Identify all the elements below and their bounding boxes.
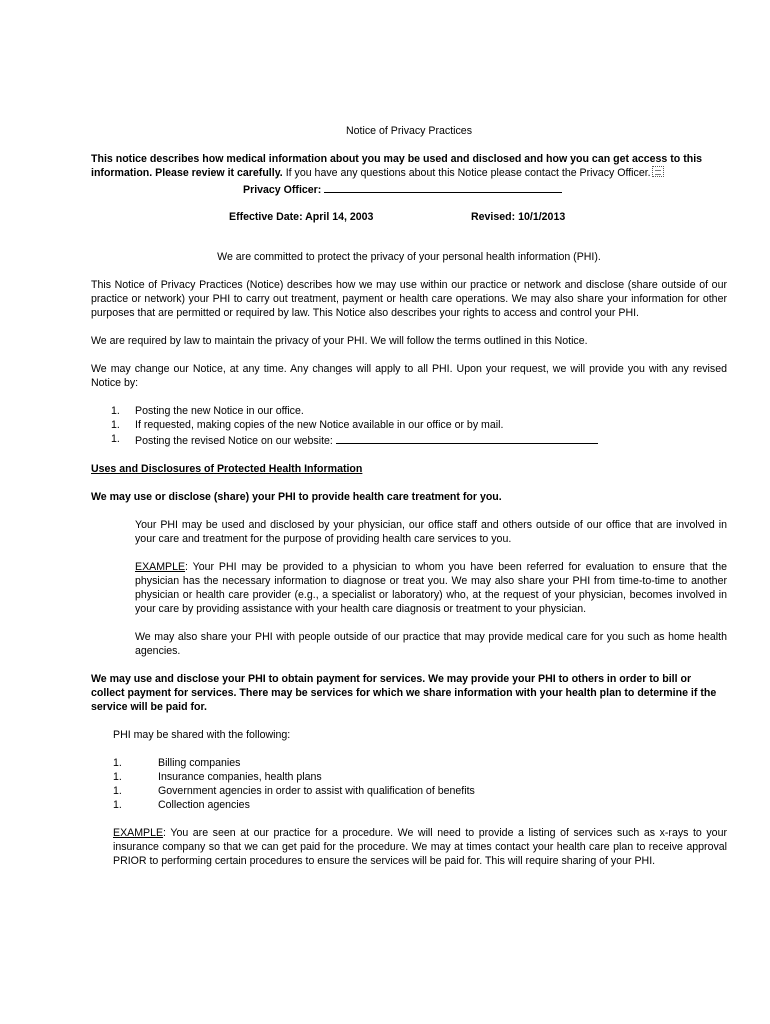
list-item: 1. Posting the new Notice in our office. [111, 405, 304, 417]
list-item: 1. Collection agencies [113, 799, 250, 811]
intro-normal-text: If you have any questions about this Notice please contact the Privacy Officer. [282, 167, 651, 179]
notice-change-paragraph: We may change our Notice, at any time. Any changes will apply to all PHI. Upon your request, we will provide you with any revised Notice by: [91, 363, 727, 389]
notice-change-list [91, 404, 727, 448]
website-field[interactable] [336, 432, 598, 444]
example-text: : Your PHI may be provided to a physician to whom you have been referred for evaluation to ensure that the physician has the necessary information to diagnose or treat you. We may also share your PHI from time-to-time to another physician or health care provider (e.g., a specialist or laboratory) who, at the request of your physician, becomes involved in your care by providing assistance with your health care diagnosis or treatment to your physician. [135, 561, 727, 615]
form-field-icon [652, 166, 664, 177]
notice-description-paragraph: This Notice of Privacy Practices (Notice) describes how we may use within our practice or network and disclose (share outside of our practice or network) your PHI to carry out treatment, payment or health care operations. We may also share your information for other purposes that are permitted or required by law. This Notice also describes your rights to access and control your PHI. [91, 279, 727, 319]
document-page [91, 124, 727, 868]
list-item: 1. Government agencies in order to assist with qualification of benefits [113, 785, 475, 797]
treatment-paragraph: Your PHI may be used and disclosed by your physician, our office staff and others outside of our office that are involved in your care and treatment for the purpose of providing health care services to you. [135, 519, 727, 545]
list-item: 1. Billing companies [113, 757, 241, 769]
treatment-example-paragraph [135, 560, 727, 616]
list-item: 1. If requested, making copies of the new Notice available in our office or by mail. [111, 419, 504, 431]
commitment-statement: We are committed to protect the privacy of your personal health information (PHI). [217, 251, 601, 263]
payment-intro: PHI may be shared with the following: [113, 729, 291, 741]
payment-example-paragraph [113, 826, 727, 868]
legal-requirement-paragraph: We are required by law to maintain the privacy of your PHI. We will follow the terms outlined in this Notice. [91, 335, 588, 347]
payment-heading: We may use and disclose your PHI to obtain payment for services. We may provide your PHI to others in order to bill or collect payment for services. There may be services for which we share information with your health plan to determine if the service will be paid for. [91, 673, 717, 713]
privacy-officer-label: Privacy Officer: [243, 184, 322, 196]
privacy-officer-line [91, 181, 727, 197]
payment-share-list [91, 756, 727, 812]
intro-bold-text: This notice describes how medical information about you may be used and disclosed and how you can get access to this information. Please review it carefully. [91, 153, 703, 179]
privacy-officer-field[interactable] [324, 181, 562, 193]
dates-row [91, 210, 727, 224]
section-heading: Uses and Disclosures of Protected Health Information [91, 463, 363, 475]
example-label: EXAMPLE [135, 561, 186, 573]
effective-date: Effective Date: April 14, 2003 [229, 211, 374, 223]
intro-paragraph [91, 152, 727, 180]
list-item: 1. Insurance companies, health plans [113, 771, 322, 783]
treatment-heading: We may use or disclose (share) your PHI to provide health care treatment for you. [91, 491, 502, 503]
example-text: : You are seen at our practice for a procedure. We will need to provide a listing of services such as x-rays to your insurance company so that we can get paid for the procedure. We may at times contact your health care plan to receive approval PRIOR to performing certain procedures to ensure the services will be paid for. This will require sharing of your PHI. [113, 827, 727, 867]
list-item: 1. Posting the revised Notice on our website: [91, 432, 727, 448]
revised-date: Revised: 10/1/2013 [471, 211, 566, 223]
home-health-paragraph: We may also share your PHI with people outside of our practice that may provide medical care for you such as home health agencies. [135, 631, 727, 657]
document-title: Notice of Privacy Practices [346, 125, 472, 137]
example-label: EXAMPLE [113, 827, 164, 839]
